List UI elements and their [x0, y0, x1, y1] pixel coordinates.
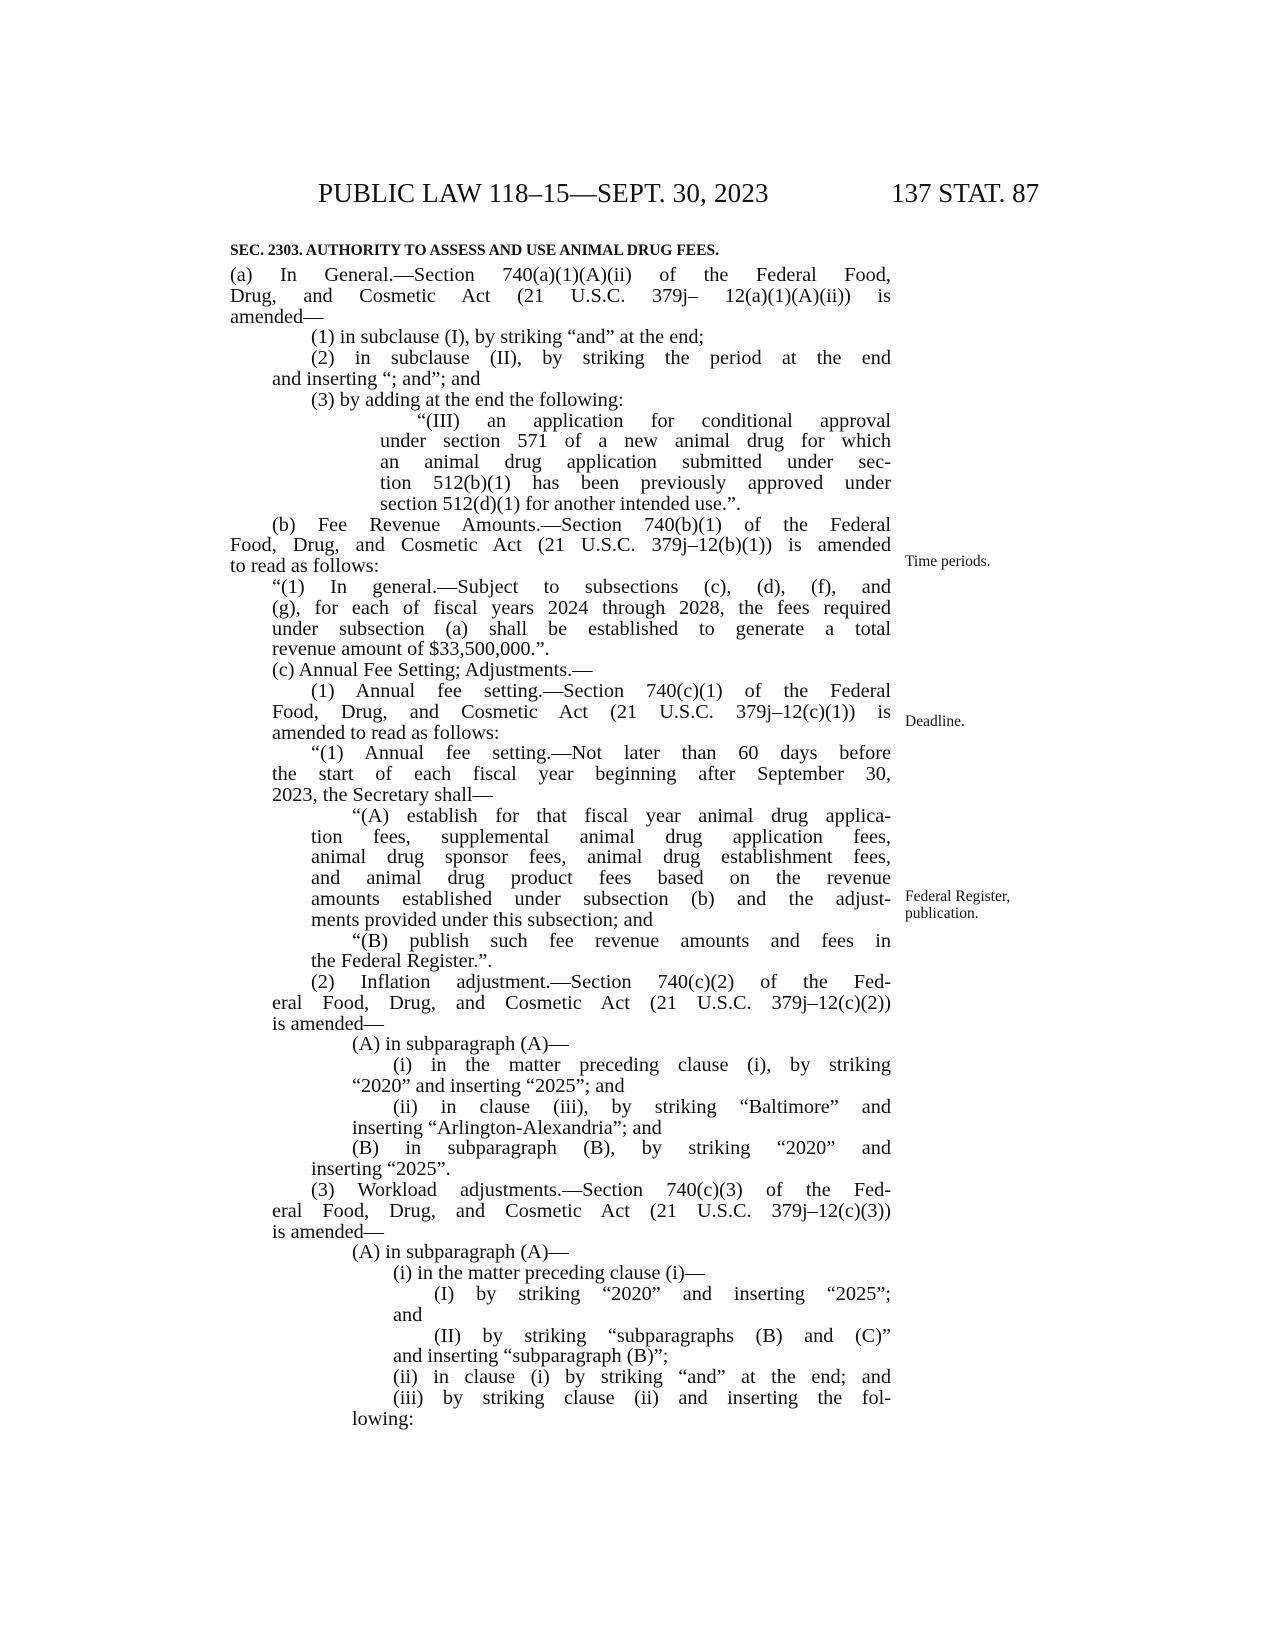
header-title: PUBLIC LAW 118–15—SEPT. 30, 2023 — [318, 178, 769, 208]
text-line: amended to read as follows: — [272, 721, 500, 744]
text-line: “(1) Annual fee setting.—Not later than 60 days before — [311, 742, 891, 765]
text-line: “2020” and inserting “2025”; and — [352, 1075, 625, 1098]
text-line: Food, Drug, and Cosmetic Act (21 U.S.C. 379j–12(c)(1)) is — [272, 700, 891, 723]
text-line: the start of each fiscal year beginning after September 30, — [272, 763, 891, 786]
text-line: (A) in subparagraph (A)— — [352, 1033, 569, 1056]
text-line: (i) in the matter preceding clause (i), by striking — [393, 1054, 891, 1077]
text-line: (3) Workload adjustments.—Section 740(c)(3) of the Fed- — [311, 1179, 891, 1202]
text-line: (ii) in clause (iii), by striking “Baltimore” and — [393, 1095, 891, 1118]
text-line: (2) in subclause (II), by striking the period at the end — [311, 347, 891, 370]
text-line: (b) Fee Revenue Amounts.—Section 740(b)(1) of the Federal — [272, 513, 891, 536]
text-line: and animal drug product fees based on the revenue — [311, 867, 891, 890]
text-line: to read as follows: — [230, 555, 380, 578]
text-line: (I) by striking “2020” and inserting “2025”; — [434, 1283, 891, 1306]
text-line: (a) In General.—Section 740(a)(1)(A)(ii) of the Federal Food, — [230, 264, 891, 286]
text-line: (iii) by striking clause (ii) and inserting the fol- — [393, 1387, 891, 1410]
text-line: under section 571 of a new animal drug for which — [380, 430, 891, 453]
text-line: (II) by striking “subparagraphs (B) and (C)” — [434, 1324, 891, 1347]
text-line: (c) Annual Fee Setting; Adjustments.— — [272, 659, 593, 682]
text-line: “(III) an application for conditional approval — [417, 409, 891, 432]
page-header — [0, 178, 1275, 218]
text-line: (2) Inflation adjustment.—Section 740(c)(2) of the Fed- — [311, 971, 891, 994]
text-line: tion 512(b)(1) has been previously approved under — [380, 471, 891, 494]
section-heading: SEC. 2303. AUTHORITY TO ASSESS AND USE ANIMAL DRUG FEES. — [230, 242, 719, 259]
text-line: lowing: — [352, 1407, 414, 1430]
text-line: revenue amount of $33,500,000.”. — [272, 638, 550, 661]
text-line: under subsection (a) shall be established to generate a total — [272, 617, 891, 640]
text-line: Food, Drug, and Cosmetic Act (21 U.S.C. 379j–12(b)(1)) is amended — [230, 534, 891, 557]
text-line: (1) Annual fee setting.—Section 740(c)(1) of the Federal — [311, 679, 891, 702]
text-line: ments provided under this subsection; and — [311, 908, 653, 931]
text-line: and — [393, 1303, 423, 1326]
text-line: (B) in subparagraph (B), by striking “2020” and — [352, 1137, 891, 1160]
text-line: Drug, and Cosmetic Act (21 U.S.C. 379j– 12(a)(1)(A)(ii)) is — [230, 284, 891, 307]
text-line: tion fees, supplemental animal drug application fees, — [311, 825, 891, 848]
margin-note-deadline: Deadline. — [905, 713, 965, 730]
text-line: and inserting “; and”; and — [272, 367, 481, 390]
text-line: is amended— — [272, 1220, 385, 1243]
margin-note-time-periods: Time periods. — [905, 553, 991, 570]
text-line: (3) by adding at the end the following: — [311, 388, 624, 411]
text-line: amounts established under subsection (b) and the adjust- — [311, 887, 891, 910]
text-line: the Federal Register.”. — [311, 950, 493, 973]
text-line: “(A) establish for that fiscal year animal drug applica- — [352, 804, 891, 827]
text-line: animal drug sponsor fees, animal drug establishment fees, — [311, 846, 891, 869]
text-line: is amended— — [272, 1012, 385, 1035]
text-line: and inserting “subparagraph (B)”; — [393, 1345, 669, 1368]
margin-note-federal-register: Federal Register, — [905, 888, 1011, 905]
text-line: (i) in the matter preceding clause (i)— — [393, 1262, 705, 1285]
text-line: “(1) In general.—Subject to subsections (c), (d), (f), and — [272, 575, 891, 598]
text-line: 2023, the Secretary shall— — [272, 783, 493, 806]
text-line: amended— — [230, 305, 324, 328]
text-line: section 512(d)(1) for another intended use.”. — [380, 492, 741, 515]
text-line: (A) in subparagraph (A)— — [352, 1241, 569, 1264]
text-line: an animal drug application submitted under sec- — [380, 451, 891, 474]
text-line: eral Food, Drug, and Cosmetic Act (21 U.S.C. 379j–12(c)(2)) — [272, 991, 891, 1014]
text-line: (g), for each of fiscal years 2024 through 2028, the fees required — [272, 596, 891, 619]
text-line: eral Food, Drug, and Cosmetic Act (21 U.S.C. 379j–12(c)(3)) — [272, 1199, 891, 1222]
section-body — [230, 265, 891, 1430]
text-line: (ii) in clause (i) by striking “and” at the end; and — [393, 1366, 891, 1389]
text-line: “(B) publish such fee revenue amounts and fees in — [352, 929, 891, 952]
header-stat-citation: 137 STAT. 87 — [891, 178, 1040, 208]
text-line: (1) in subclause (I), by striking “and” at the end; — [311, 326, 705, 349]
margin-note-publication: publication. — [905, 905, 979, 922]
text-line: inserting “Arlington-Alexandria”; and — [352, 1116, 662, 1139]
text-line: inserting “2025”. — [311, 1158, 451, 1181]
